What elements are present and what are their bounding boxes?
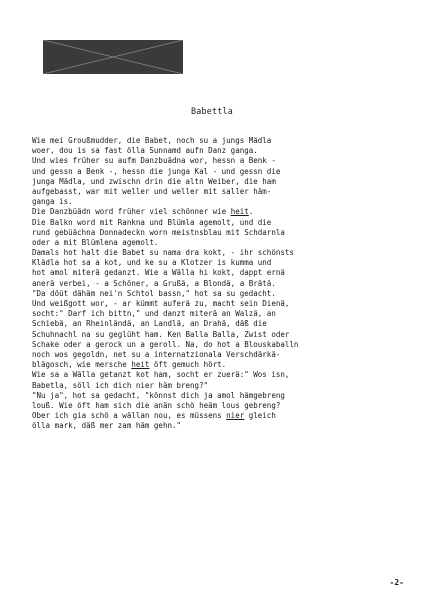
body-text [32,136,404,431]
text-line [32,411,404,421]
text-segment: ganga is. [32,197,73,207]
text-segment: gleich [244,411,276,421]
text-line [32,309,404,319]
text-segment: rund gebüächna Donnadeckn worn meistnsblau mit Schdarnla [32,227,285,237]
text-line [32,279,404,289]
text-line [32,248,404,258]
text-segment: . [248,207,254,217]
underlined-word: nier [226,411,245,421]
text-line [32,289,404,299]
text-segment: anerä verbei, - a Schöner, a Grußä, a Blondä, a Brätä. [32,278,276,288]
text-segment: Wie mei Groußmudder, die Babet, noch su a jungs Mädla [32,136,272,145]
text-segment: junga Mädla, und zwischn drin die altn Weiber, die ham [32,176,276,186]
text-segment: "Da döüt dähäm nei'n Schtol bassn," hot sa su gedacht. [32,288,276,298]
text-line [32,156,404,166]
document-title: Babettla [191,106,233,116]
text-segment: Wie sa a Wälla getanzt kot ham, socht er zuerä:" Wos isn, [32,370,290,380]
text-line [32,207,404,217]
text-line [32,370,404,380]
text-line [32,238,404,248]
text-line [32,167,404,177]
text-line [32,401,404,411]
text-segment: Schake oder a gerock un a geroll. Na, do hot a Blouskaballn [32,339,299,349]
redaction-box [43,40,183,74]
text-line [32,381,404,391]
text-segment: Klädla hot sa a kot, und ke su a Klotzer is kumma und [32,258,272,268]
text-segment: louß. Wie öft ham sich die anän schö heäm lous gebreng? [32,400,281,410]
text-segment: ölla mark, däß mer zam häm gehn." [32,421,182,431]
text-segment: Und wies früher su aufm Danzbuädna wor, hessn a Benk - [32,156,276,166]
text-line [32,421,404,431]
text-line [32,197,404,207]
text-segment: Damals hot halt die Babet su nama dra kokt, - ihr schönsts [32,248,294,258]
text-line [32,258,404,268]
text-line [32,218,404,228]
text-segment: oder a mit Blümlena agemolt. [32,237,159,247]
text-line [32,228,404,238]
text-line [32,340,404,350]
text-line [32,299,404,309]
text-segment: Die Danzbüädn word früher viel schönner wie [32,207,231,217]
text-line [32,177,404,187]
text-segment: Babetla, söll ich dich nier häm breng?" [32,380,209,390]
text-segment: socht:" Darf ich bittn," und danzt miterä an Walzä, an [32,309,276,319]
text-segment: blägosch, wie mersche [32,360,132,370]
page-number: -2- [389,578,404,587]
underlined-word: heit [230,207,249,217]
text-line [32,350,404,360]
text-segment: Und weißgott wor, - ar kümmt auferä zu, macht sein Dienä, [32,299,290,308]
text-segment: Die Balkn word mit Rankna und Blümla agemolt, und die [32,217,272,227]
text-segment: öft gemuch hört. [149,360,227,370]
text-segment: hot amol miterä gedanzt. Wie a Wälla hi kokt, dappt ernä [32,268,285,278]
text-segment: aufgebasst, war mit weller und weller mit saller häm- [32,186,272,196]
text-line [32,268,404,278]
text-line [32,187,404,197]
text-line [32,360,404,370]
text-line [32,391,404,401]
text-line [32,146,404,156]
text-segment: Schiebä, an Rheinländä, an Landlä, an Drahä, däß die [32,319,267,329]
text-segment: Ober ich gia schö a wällan nou, es müssens [32,411,227,421]
text-segment: noch wos gegoldn, net su a internatzionala Verschdärkä- [32,349,281,359]
text-line [32,319,404,329]
text-line [32,330,404,340]
text-segment: Schuhnachl na su geglüht ham. Ken Balla Balla, Zwist oder [32,329,290,339]
text-segment: woer, dou is sa fast ölla Sunnamd aufn Danz ganga. [32,146,258,156]
underlined-word: heit [131,360,150,370]
text-segment: und gessn a Benk -, hessn die junga Kal - und gessn die [32,166,281,176]
text-segment: "Nu ja", hot sa gedacht, "könnst dich ja amol hämgebreng [32,390,285,400]
text-line [32,136,404,146]
redaction-cross-icon [43,40,183,74]
